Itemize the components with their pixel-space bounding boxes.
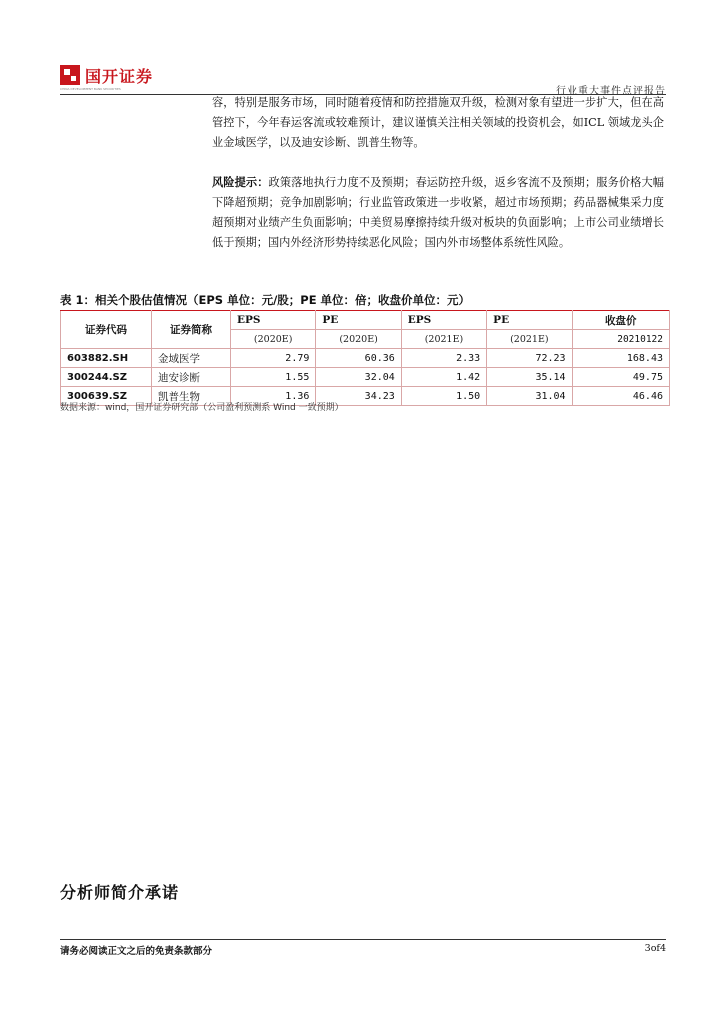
cell-pe-2021: 35.14: [487, 368, 572, 387]
table-source: 数据来源：wind，国开证券研究部（公司盈利预测系 Wind 一致预期）: [60, 403, 344, 413]
logo-text: 国开证券: [85, 67, 154, 86]
page-number: 3of4: [644, 943, 666, 954]
table-title: 表 1：相关个股估值情况（EPS 单位：元/股；PE 单位：倍；收盘价单位：元）: [60, 293, 471, 307]
cell-pe-2021: 72.23: [487, 349, 572, 368]
cell-close: 46.46: [572, 387, 669, 406]
footer-divider: [60, 939, 666, 940]
table-row: [61, 368, 670, 387]
subheader-eps-2021: (2021E): [401, 330, 486, 349]
cell-code: 603882.SH: [61, 349, 152, 368]
risk-label: 风险提示：: [212, 175, 269, 189]
cell-pe-2020: 32.04: [316, 368, 401, 387]
logo-mark-icon: [60, 65, 80, 85]
valuation-table: [60, 310, 670, 406]
cell-name: 迪安诊断: [152, 368, 231, 387]
table-header-row: [61, 311, 670, 330]
cell-close: 49.75: [572, 368, 669, 387]
cell-eps-2021: 1.50: [401, 387, 486, 406]
cell-eps-2020: 1.36: [231, 387, 316, 406]
report-type: 行业重大事件点评报告: [556, 86, 666, 97]
subheader-eps-2020: (2020E): [231, 330, 316, 349]
paragraph-risk: [212, 172, 664, 253]
logo-subtext: CHINA DEVELOPMENT BANK SECURITIES: [60, 87, 121, 91]
cell-code: 300639.SZ: [61, 387, 152, 406]
paragraph-conclusion: 容，特别是服务市场，同时随着疫情和防控措施双升级，检测对象有望进一步扩大，但在高管控下，今年春运客流或较难预计，建议谨慎关注相关领域的投资机会，如ICL 领域龙头企业金域医学，以及迪安诊断、凯普生物等。: [212, 96, 664, 149]
header-name: 证券简称: [152, 311, 231, 349]
subheader-pe-2021: (2021E): [487, 330, 572, 349]
cell-eps-2021: 1.42: [401, 368, 486, 387]
cell-name: 凯普生物: [152, 387, 231, 406]
footer-disclaimer: 请务必阅读正文之后的免责条款部分: [60, 946, 213, 957]
company-logo: [60, 64, 180, 90]
header-eps-2020: EPS: [231, 311, 316, 330]
header-close: 收盘价: [572, 311, 669, 330]
subheader-close-date: 20210122: [572, 330, 669, 349]
header-pe-2021: PE: [487, 311, 572, 330]
subheader-pe-2020: (2020E): [316, 330, 401, 349]
table-row: [61, 349, 670, 368]
cell-close: 168.43: [572, 349, 669, 368]
header-eps-2021: EPS: [401, 311, 486, 330]
header-pe-2020: PE: [316, 311, 401, 330]
cell-eps-2020: 1.55: [231, 368, 316, 387]
cell-pe-2021: 31.04: [487, 387, 572, 406]
cell-pe-2020: 60.36: [316, 349, 401, 368]
section-heading: 分析师简介承诺: [60, 883, 180, 902]
header-code: 证券代码: [61, 311, 152, 349]
cell-code: 300244.SZ: [61, 368, 152, 387]
risk-text: 政策落地执行力度不及预期；春运防控升级，返乡客流不及预期；服务价格大幅下降超预期；竞争加剧影响；行业监管政策进一步收紧，超过市场预期；药品器械集采力度超预期对业绩产生负面影响；中美贸易摩擦持续升级对板块的负面影响；上市公司业绩增长低于预期；国内外经济形势持续恶化风险；国内外市场整体系统性风险。: [212, 176, 664, 249]
cell-eps-2020: 2.79: [231, 349, 316, 368]
cell-eps-2021: 2.33: [401, 349, 486, 368]
cell-name: 金域医学: [152, 349, 231, 368]
cell-pe-2020: 34.23: [316, 387, 401, 406]
